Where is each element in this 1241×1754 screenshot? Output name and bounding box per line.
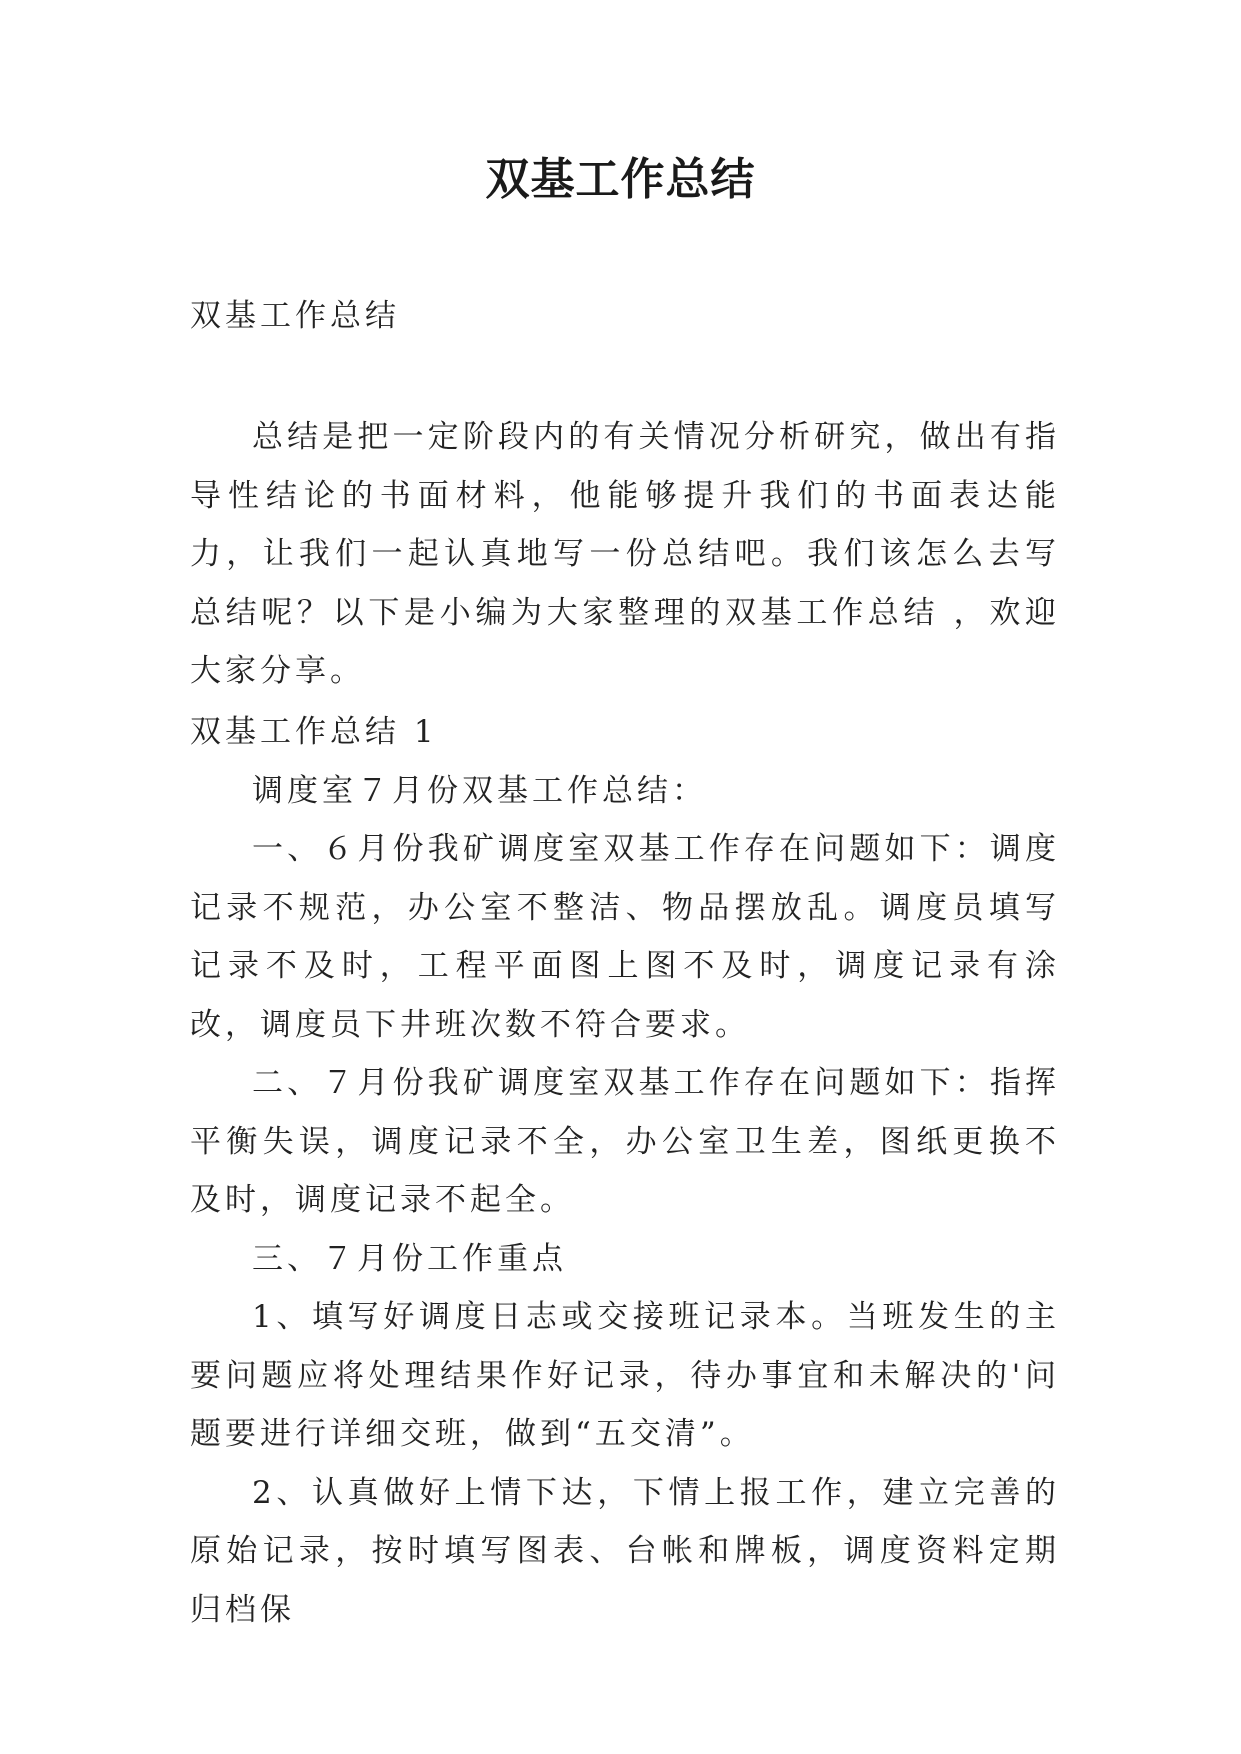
document-subtitle: 双基工作总结 [190,298,400,334]
paragraph: 2、认真做好上情下达，下情上报工作，建立完善的原始记录，按时填写图表、台帐和牌板，调度资料定期归档保 [190,1474,1060,1628]
paragraph: 二、７月份我矿调度室双基工作存在问题如下：指挥平衡失误，调度记录不全，办公室卫生差，图纸更换不及时，调度记录不起全。 [190,1065,1060,1218]
paragraph: 一、６月份我矿调度室双基工作存在问题如下：调度记录不规范，办公室不整洁、物品摆放乱。调度员填写记录不及时，工程平面图上图不及时，调度记录有涂改，调度员下井班次数不符合要求。 [190,831,1060,1043]
section-heading: 双基工作总结 1 [190,714,438,750]
paragraph: 1、填写好调度日志或交接班记录本。当班发生的主要问题应将处理结果作好记录，待办事宜和未解决的'问题要进行详细交班，做到“五交清”。 [190,1299,1060,1452]
paragraph: 三、７月份工作重点 [252,1240,567,1277]
section-1 [190,703,1060,1639]
intro-paragraph: 总结是把一定阶段内的有关情况分析研究，做出有指导性结论的书面材料，他能够提升我们的书面表达能力，让我们一起认真地写一份总结吧。我们该怎么去写总结呢？以下是小编为大家整理的双基工作总结 ，欢迎大家分享。 [190,419,1060,689]
document-title: 双基工作总结 [485,154,756,205]
paragraph: 调度室７月份双基工作总结： [252,772,707,809]
